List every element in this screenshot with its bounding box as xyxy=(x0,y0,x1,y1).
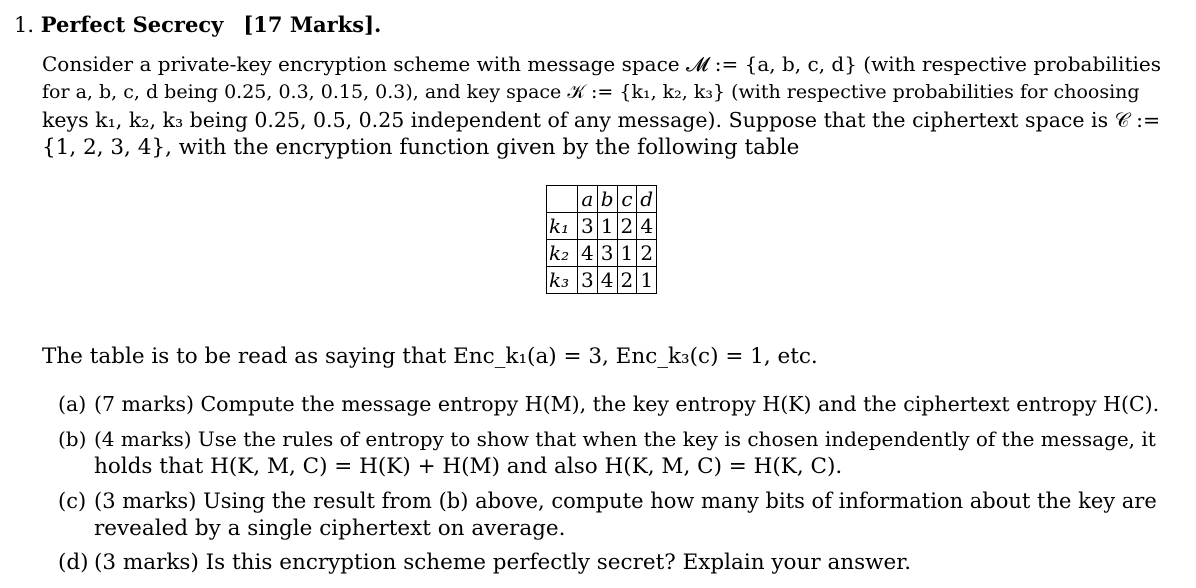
part-label: (d) xyxy=(58,550,89,575)
part-text: (3 marks) Using the result from (b) above, compute how many bits of information about the key are xyxy=(94,489,1157,513)
table-cell: 2 xyxy=(617,267,637,294)
table-corner-cell xyxy=(547,186,578,213)
part-text: revealed by a single ciphertext on average. xyxy=(94,516,566,541)
intro-line: Consider a private-key encryption scheme with message space 𝓜 := {a, b, c, d} (with respective probabilities xyxy=(42,52,1161,76)
table-cell: 3 xyxy=(578,213,598,240)
intro-line: {1, 2, 3, 4}, with the encryption function given by the following table xyxy=(42,135,800,160)
table-cell: 3 xyxy=(597,240,617,267)
part-b xyxy=(58,425,1166,481)
table-cell: 4 xyxy=(597,267,617,294)
table-cell: 3 xyxy=(578,267,598,294)
question-title: Perfect Secrecy xyxy=(40,12,224,37)
encryption-table xyxy=(546,185,657,294)
part-text: (4 marks) Use the rules of entropy to show that when the key is chosen independently of the message, it xyxy=(94,427,1156,451)
intro-line: keys k₁, k₂, k₃ being 0.25, 0.5, 0.25 independent of any message). Suppose that the ciphertext space is 𝒞 := xyxy=(42,108,1161,132)
table-header-row xyxy=(547,186,657,213)
part-text: holds that H(K, M, C) = H(K) + H(M) and also H(K, M, C) = H(K, C). xyxy=(94,454,843,479)
table-cell: 2 xyxy=(637,240,657,267)
row-key-k2: k₂ xyxy=(547,240,578,267)
column-header-b: b xyxy=(597,186,617,213)
part-label: (c) xyxy=(58,489,87,513)
part-text: (3 marks) Is this encryption scheme perfectly secret? Explain your answer. xyxy=(94,550,912,575)
question-marks: [17 Marks]. xyxy=(243,12,382,37)
intro-line: for a, b, c, d being 0.25, 0.3, 0.15, 0.3), and key space 𝒦 := {k₁, k₂, k₃} (with respective probabilities for choosing xyxy=(42,81,1140,103)
table-row xyxy=(547,240,657,267)
column-header-a: a xyxy=(578,186,598,213)
table-cell: 1 xyxy=(617,240,637,267)
table-reading-note: The table is to be read as saying that Enc_k₁(a) = 3, Enc_k₃(c) = 1, etc. xyxy=(42,344,818,369)
part-c xyxy=(58,487,1166,543)
table-row xyxy=(547,213,657,240)
table-cell: 1 xyxy=(597,213,617,240)
column-header-d: d xyxy=(637,186,657,213)
part-label: (a) xyxy=(58,392,87,416)
part-a xyxy=(58,390,1166,418)
part-label: (b) xyxy=(58,427,87,451)
table-cell: 2 xyxy=(617,213,637,240)
table-row xyxy=(547,267,657,294)
column-header-c: c xyxy=(617,186,637,213)
row-key-k3: k₃ xyxy=(547,267,578,294)
question-heading xyxy=(14,12,381,37)
intro-paragraph xyxy=(42,50,1164,162)
table-cell: 1 xyxy=(637,267,657,294)
table-cell: 4 xyxy=(578,240,598,267)
part-text: (7 marks) Compute the message entropy H(M), the key entropy H(K) and the ciphertext entropy H(C). xyxy=(94,392,1160,416)
table-cell: 4 xyxy=(637,213,657,240)
part-d xyxy=(58,549,1166,577)
question-number: 1. xyxy=(14,13,35,37)
row-key-k1: k₁ xyxy=(547,213,578,240)
